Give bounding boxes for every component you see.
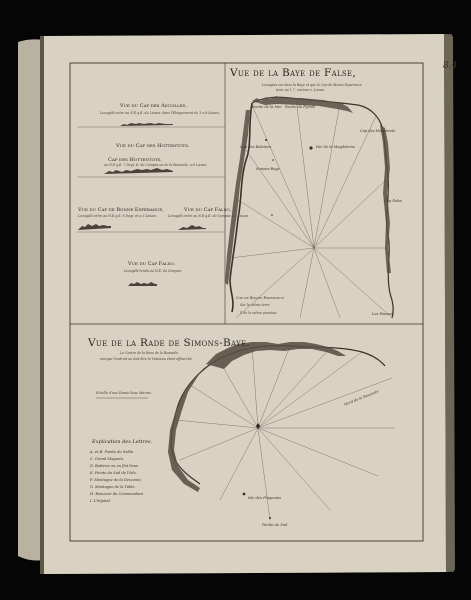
place-simons-baye: Simons-Baye [256,167,280,171]
upper-map-subtitle-2: tenir au 1.7. environ v. Lieues. [276,88,326,92]
view-hottentots-title: Vue du Cap des Hottentots. [116,143,190,149]
view-aiguilles-note: Levagélé entre au N.E.q.E. du Lieues. dans l'Eloignement de 3 a 8 Lieues. [100,111,220,115]
upper-map-title: Vue de la Baye de False, [230,67,357,79]
lower-map-subtitle-2: marque l'endroit ou doit être le Vaisseau étant affourché. [100,357,193,361]
legend-item: D. Batterie ou en flot lieue. [90,464,140,468]
legend-item: I. L'hôpital. [90,499,111,503]
place-cap-hottentots: Cap des Hottentots [360,129,396,133]
place-isle-magdeleine: Isle de la Magdeleine [316,145,356,149]
legend-title: Explication des Lettres. [92,439,153,445]
place-cap-des-baleines: Cap des Baleines [240,145,272,149]
pointe-du-sud-label: Pointe du Sud [262,523,288,527]
view-cap-falso-note: Levagélé entre au N.E.q.E. du Compas a 3 Lieues. [168,214,250,218]
page-number: 8.4 [443,61,458,71]
scale-label: Echelle d'une Demie lieue Marine. [96,391,152,395]
view-cap-falso-2-title: Vue du Cap Falso. [128,261,176,267]
legend-item: F. Montagne de la Descente. [90,478,142,482]
nord-boussole-label: Nord de la Boussole [343,389,380,407]
place-roche-de-la-mer: Roche de la Mer [252,105,282,109]
view-cap-hottentots-note: au N.E.q.E. 7 Degr. E. du Compas en de la Boussole, a 8 Lieues. [104,163,208,167]
view-cap-hottentots-title: Cap des Hottentots, [108,157,162,163]
view-cap-falso-2-note: Levagélé tendu au N.E. du Compas. [124,269,182,273]
lower-map-title: Vue de la Rade de Simons-Baye. [88,337,250,349]
isle-pingouins-label: Isle des Pingouins [248,496,282,500]
place-roche-du-pyrote: Roche du Pyroté [285,105,316,109]
view-bonne-esperance-title: Vue du Cap de Bonne Espérance, [78,207,164,213]
place-les-fausses: Les Fausses [372,312,394,316]
legend-item: E. Pointe du Sud de l'Isle. [90,471,137,475]
place-cap-bonne-esperance: Cap de Bonne Esperance [236,296,284,300]
upper-map-subtitle-1: Levagées sur dans la Baye et que le Cap de Bonne Esperance [262,83,362,87]
lower-map-subtitle-1: Le Centre de la Rose de la Boussole, [120,351,180,355]
view-bonne-esperance-note: Levagélé entre au N.E.q.E. 6 Degr. et a 3 Lieues. [78,214,157,218]
legend-item: G. Montagne de la Table. [90,485,136,489]
view-aiguilles-title: Vue du Cap des Aiguilles, [120,103,188,109]
legend-item: A. et B. Pointe du Sable. [90,450,135,454]
legend-item: C. Grand Magasin. [90,457,125,461]
upper-bottom-note-1: Sur la même terre [240,303,270,307]
place-cap-falso: Cap Falso [384,199,402,203]
upper-bottom-note-2: Il de la même paroisse [240,311,277,315]
legend-item: H. Beauvoir du Commandant. [90,492,145,496]
view-cap-falso-title: Vue du Cap Falso, [184,207,232,213]
